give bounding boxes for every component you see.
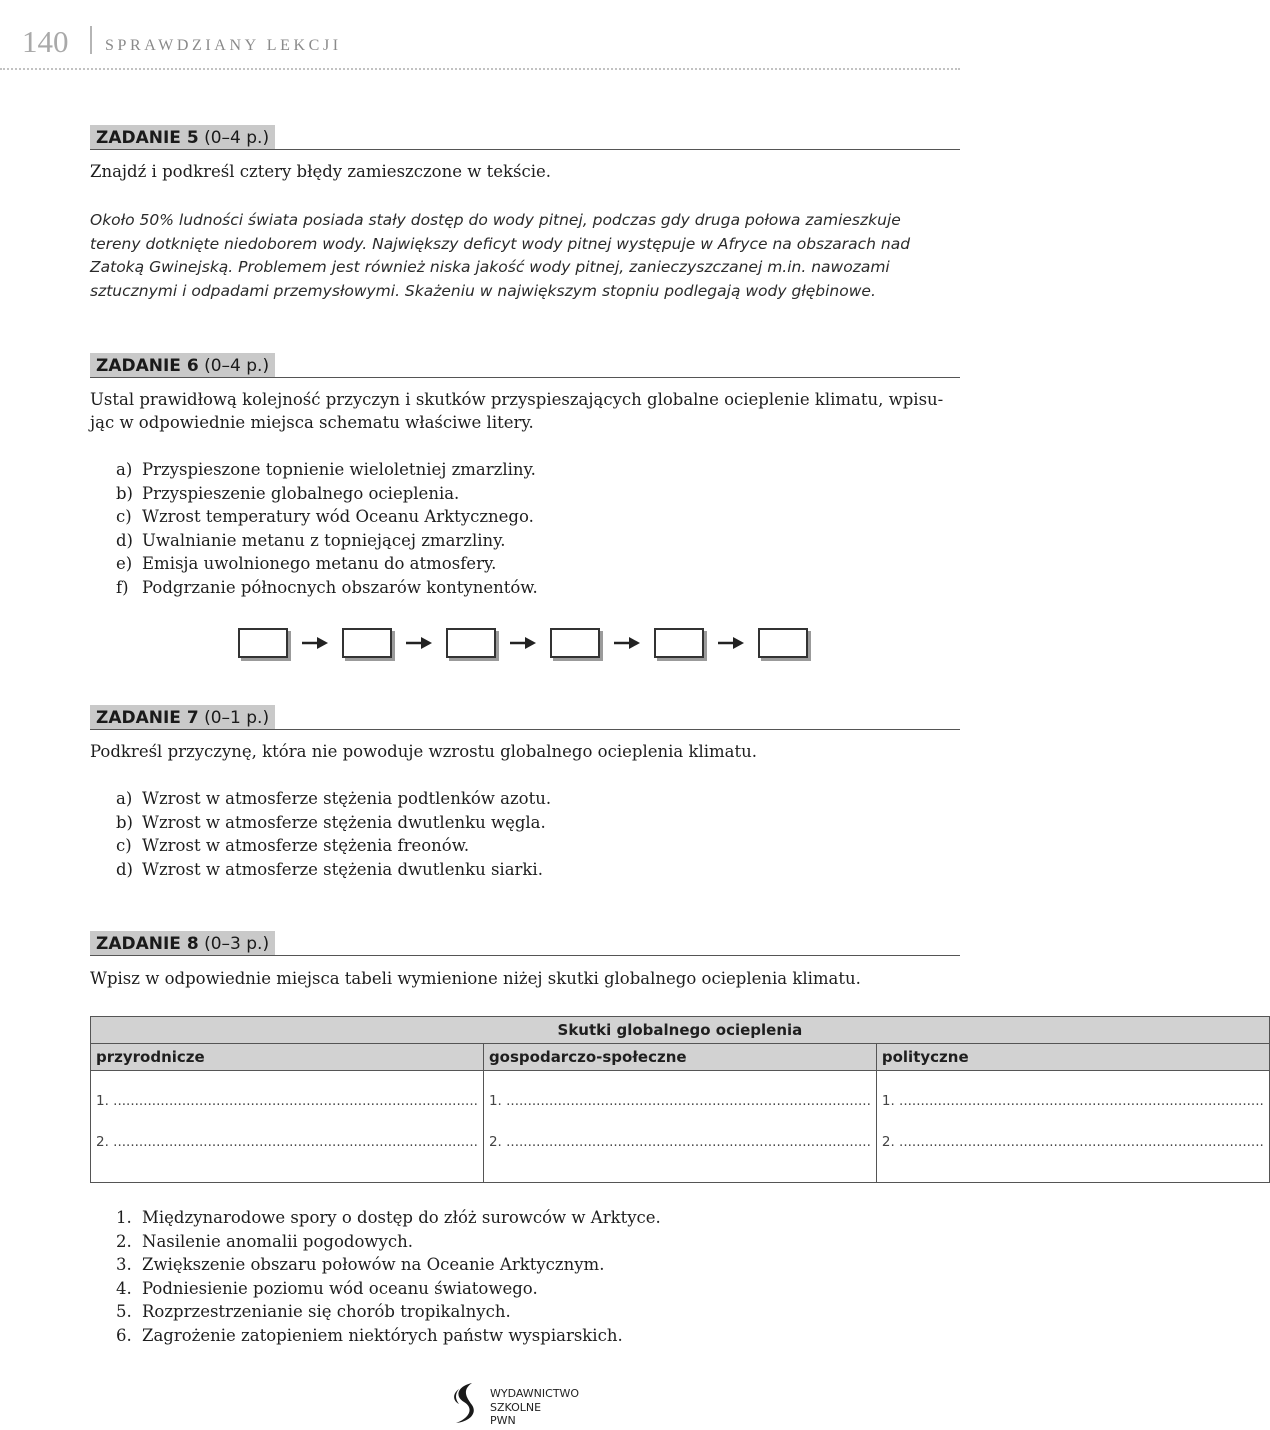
answer-line[interactable]: 2. ..................................................................................... [881,1134,1264,1150]
task6-option [116,576,538,600]
arrow-right-icon [288,636,342,650]
publisher-line: WYDAWNICTWO [490,1387,580,1400]
task8-options [116,1206,661,1347]
task6-options [116,458,538,599]
header-divider [90,26,92,54]
option-text: Nasilenie anomalii pogodowych. [142,1231,413,1251]
task7-options [116,787,551,881]
option-text: Emisja uwolnionego metanu do atmosfery. [142,554,497,573]
schema-answer-box[interactable] [550,628,600,658]
task6-option [116,552,538,576]
task6-option [116,529,538,553]
task5-heading [90,125,960,150]
task7-option [116,787,551,811]
option-letter: b) [116,483,133,503]
answer-line[interactable]: 2. ..................................................................................... [96,1134,478,1150]
option-number: 4. [116,1278,132,1298]
answer-cell-natural[interactable] [91,1071,484,1183]
schema-answer-box[interactable] [342,628,392,658]
task7-option [116,811,551,835]
task6-option [116,505,538,529]
schema-answer-box[interactable] [654,628,704,658]
task7-option [116,834,551,858]
task5-text [90,209,960,303]
task5-text-line: Zatoką Gwinejską. Problemem jest również niska jakość wody pitnej, zanieczyszczanej m.in. nawozami [90,258,890,276]
task8-option [116,1206,661,1230]
option-letter: e) [116,554,133,573]
effects-table [90,1016,1270,1183]
task7-instruction: Podkreśl przyczynę, która nie powoduje wzrostu globalnego ocieplenia klimatu. [90,742,758,761]
publisher-line: PWN [490,1414,516,1427]
task5-text-line: sztucznymi i odpadami przemysłowymi. Skażeniu w największym stopniu podlegają wody głębinowe. [90,281,876,300]
task6-instruction-line: Ustal prawidłową kolejność przyczyn i skutków przyspieszających globalne ocieplenie klimatu, wpisu- [90,390,944,409]
task5-instruction: Znajdź i podkreśl cztery błędy zamieszczone w tekście. [90,162,551,181]
option-number: 3. [116,1255,132,1274]
task6-points: (0–4 p.) [204,356,270,376]
option-text: Wzrost temperatury wód Oceanu Arktycznego. [142,507,534,526]
task8-option [116,1324,661,1348]
task5-text-line: Około 50% ludności świata posiada stały dostęp do wody pitnej, podczas gdy druga połowa zamieszkuje [90,211,901,229]
answer-line[interactable]: 1. ..................................................................................... [96,1093,478,1109]
task6-option [116,482,538,506]
task8-option [116,1253,661,1277]
column-header-socioeconomic: gospodarczo-społeczne [483,1044,876,1071]
schema-answer-box[interactable] [758,628,808,658]
task7-points: (0–1 p.) [204,708,270,728]
task5-tag [90,125,275,149]
task8-heading [90,931,960,956]
option-letter: f) [116,577,129,597]
task6-instruction [90,388,960,434]
option-number: 6. [116,1325,132,1345]
table-title: Skutki globalnego ocieplenia [91,1017,1270,1044]
task6-tag [90,353,275,377]
option-text: Wzrost w atmosferze stężenia freonów. [142,836,470,855]
task7-option [116,858,551,882]
option-text: Przyspieszone topnienie wieloletniej zmarzliny. [142,460,536,479]
option-letter: a) [116,460,133,479]
option-letter: a) [116,789,133,808]
task5-label: ZADANIE 5 [96,128,199,148]
option-letter: c) [116,507,132,526]
option-text: Zagrożenie zatopieniem niektórych państw wyspiarskich. [142,1325,623,1345]
task8-tag [90,931,275,955]
option-number: 2. [116,1231,132,1251]
task8-option [116,1277,661,1301]
option-letter: c) [116,836,132,855]
arrow-right-icon [392,636,446,650]
option-number: 1. [116,1208,132,1227]
option-letter: b) [116,812,133,832]
task6-option [116,458,538,482]
task5-points: (0–4 p.) [204,128,270,148]
option-text: Wzrost w atmosferze stężenia podtlenków azotu. [142,789,552,808]
task7-label: ZADANIE 7 [96,708,199,728]
answer-line[interactable]: 1. ..................................................................................... [881,1093,1264,1109]
column-header-political: polityczne [876,1044,1269,1071]
publisher-name [490,1387,579,1428]
option-text: Podgrzanie północnych obszarów kontynentów. [142,577,538,597]
publisher-logo-icon [446,1380,486,1426]
header-dotted-line [0,68,960,70]
task8-points: (0–3 p.) [204,934,270,954]
option-text: Międzynarodowe spory o dostęp do złóż surowców w Arktyce. [142,1208,661,1227]
schema-answer-box[interactable] [446,628,496,658]
option-text: Uwalnianie metanu z topniejącej zmarzliny. [142,530,506,550]
option-text: Zwiększenie obszaru połowów na Oceanie Arktycznym. [142,1255,605,1274]
page-number: 140 [22,24,69,59]
answer-cell-socioeconomic[interactable] [483,1071,876,1183]
task6-label: ZADANIE 6 [96,356,199,376]
answer-line[interactable]: 1. ..................................................................................... [488,1093,871,1109]
task7-tag [90,705,275,729]
task8-instruction: Wpisz w odpowiednie miejsca tabeli wymienione niżej skutki globalnego ocieplenia klimatu. [90,969,861,988]
task6-heading [90,353,960,378]
section-title: SPRAWDZIANY LEKCJI [105,37,342,54]
task6-schema [238,627,808,659]
task8-option [116,1230,661,1254]
option-text: Wzrost w atmosferze stężenia dwutlenku węgla. [142,812,546,832]
publisher-line: SZKOLNE [490,1400,542,1414]
option-text: Wzrost w atmosferze stężenia dwutlenku siarki. [142,859,543,879]
task5-text-line: tereny dotknięte niedoborem wody. Największy deficyt wody pitnej występuje w Afryce na obszarach nad [90,234,911,253]
answer-line[interactable]: 2. ..................................................................................... [488,1134,871,1150]
arrow-right-icon [600,636,654,650]
answer-cell-political[interactable] [876,1071,1269,1183]
task7-heading [90,705,960,730]
option-text: Podniesienie poziomu wód oceanu światowego. [142,1278,538,1298]
task6-instruction-line: jąc w odpowiednie miejsca schematu właściwe litery. [90,413,534,432]
option-letter: d) [116,859,133,879]
column-header-natural: przyrodnicze [91,1044,484,1071]
schema-answer-box[interactable] [238,628,288,658]
task8-label: ZADANIE 8 [96,934,199,954]
arrow-right-icon [496,636,550,650]
option-text: Przyspieszenie globalnego ocieplenia. [142,483,460,503]
arrow-right-icon [704,636,758,650]
task8-option [116,1300,661,1324]
option-letter: d) [116,530,133,550]
option-text: Rozprzestrzenianie się chorób tropikalnych. [142,1302,511,1321]
option-number: 5. [116,1302,132,1321]
